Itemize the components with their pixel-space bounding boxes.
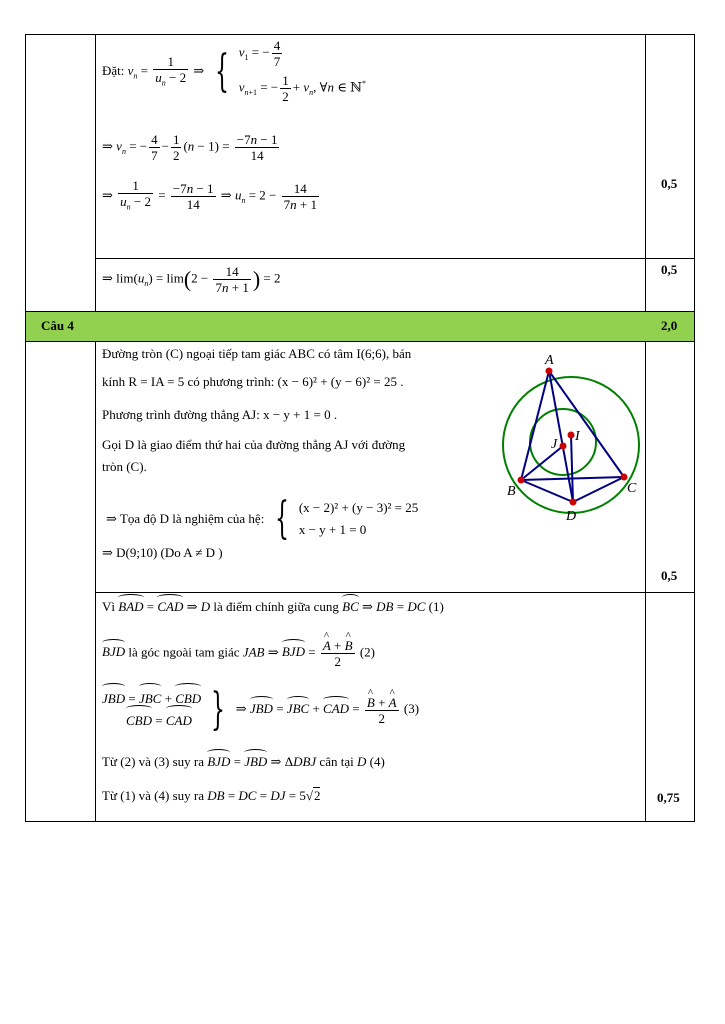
label-I: I <box>575 429 580 444</box>
row3-line6: ⇒ Tọa độ D là nghiệm của hệ: { (x − 2)² + (y − 3)² = 25 x − y + 1 = 0 <box>106 493 419 544</box>
table-border-col1 <box>95 34 96 822</box>
cau4-score: 2,0 <box>661 318 678 333</box>
table-border-bottom <box>25 821 695 822</box>
step2-line: ⇒ $v_n$ = − $\frac{4}{7}$ − $\frac{1}{2}$ (n − 1) = $\frac{-7n - 1}{14}$ <box>102 132 278 163</box>
point-A <box>546 368 553 375</box>
circle-line-system: (x − 2)² + (y − 3)² = 25 x − y + 1 = 0 <box>298 500 419 537</box>
table-border-right <box>694 34 695 822</box>
limit-line: ⇒ $\lim(u_n) = \lim(2$ − $\frac{14}{7n + 1}$ ) = 2 <box>102 264 281 295</box>
label-D: D <box>566 509 577 524</box>
point-I <box>568 432 575 439</box>
row4-line5: Từ (1) và (4) suy ra DB = DC = DJ = 5√2 <box>102 788 321 803</box>
row-divider-2 <box>25 311 695 312</box>
row1-score: 0,5 <box>661 176 678 191</box>
label-C: C <box>627 481 637 496</box>
row-divider-1 <box>95 258 695 259</box>
cau4-label: Câu 4 <box>41 318 74 333</box>
row-divider-3 <box>25 341 695 342</box>
system-prefix: ⇒ Tọa độ D là nghiệm của hệ: <box>106 511 265 526</box>
row4-line3: JBD = JBC + CBD CBD = CAD } ⇒ JBD = JBC + CAD = ^ $\frac{B + \^{} A}{2}$ (3) <box>102 688 419 732</box>
table-border-left <box>25 34 26 822</box>
point-B <box>518 477 525 484</box>
row3-line1: Đường tròn (C) ngoại tiếp tam giác ABC có tâm I(6;6), bán <box>102 346 412 361</box>
row4-score: 0,75 <box>657 790 680 805</box>
cau4-header-row <box>26 312 694 341</box>
row2-score: 0,5 <box>661 262 678 277</box>
row4-line4: Từ (2) và (3) suy ra BJD = JBD ⇒ ΔDBJ cân tại D (4) <box>102 754 385 769</box>
point-J <box>560 443 567 450</box>
row4-line2: BJD là góc ngoài tam giác JAB ⇒ BJD = ^ $\frac{A + \^{} B}{2}$ (2) <box>102 638 375 669</box>
row3-score: 0,5 <box>661 568 678 583</box>
row-divider-4 <box>95 592 695 593</box>
row3-line3: Phương trình đường thẳng AJ: x − y + 1 = 0 . <box>102 407 338 422</box>
label-A: A <box>545 353 554 368</box>
recurrence-system: $v_1$ = − $\frac{4}{7}$ $v_{n+1}$ = − $\frac{1}{2}$ + $v_n$, ∀n ∈ ℕ* <box>238 38 366 104</box>
dat-line: Đặt: $v_n$ = $\frac{1}{u_n - 2}$ ⇒ { $v_1$ = − $\frac{4}{7}$ $v_{n+1}$ = − $\frac{1}{2}$ + $v_n$, ∀n ∈ ℕ* <box>102 38 366 106</box>
step3-line: ⇒ $\frac{1}{u_n - 2}$ = $\frac{-7n - 1}{14}$ ⇒ $u_n = 2$ − $\frac{14}{7n + 1}$ <box>102 178 317 212</box>
point-C <box>621 474 628 481</box>
row3-line5: tròn (C). <box>102 459 147 474</box>
circle-triangle-figure <box>500 350 645 525</box>
dat-prefix: Đặt: <box>102 62 125 78</box>
label-J: J <box>551 437 558 452</box>
row4-line1: Vì BAD = CAD ⇒ D là điểm chính giữa cung BC ⇒ DB = DC (1) <box>102 599 444 614</box>
label-B: B <box>507 484 516 499</box>
row3-line4: Gọi D là giao điểm thứ hai của đường thẳng AJ với đường <box>102 437 406 452</box>
table-border-col2 <box>645 34 646 822</box>
row3-line2: kính R = IA = 5 có phương trình: (x − 6)² + (y − 6)² = 25 . <box>102 374 404 389</box>
point-D <box>570 499 577 506</box>
table-border-top <box>25 34 695 35</box>
row3-line7: ⇒ D(9;10) (Do A ≠ D ) <box>102 545 223 560</box>
